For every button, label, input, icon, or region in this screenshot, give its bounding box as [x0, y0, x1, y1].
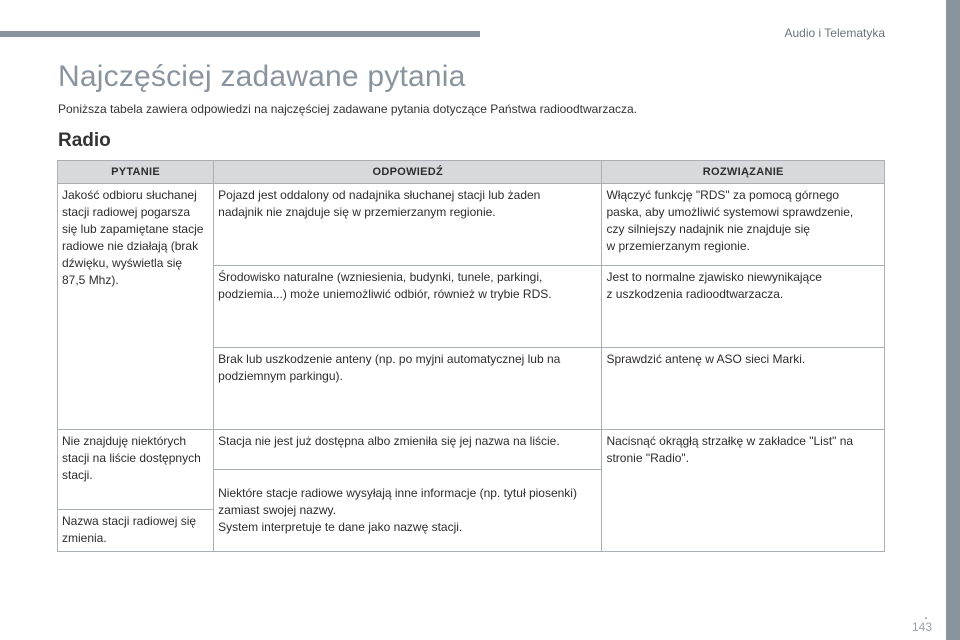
- top-accent-bar: [0, 31, 480, 37]
- answer-cell: Stacja nie jest już dostępna albo zmieniła się jej nazwa na liście.: [214, 430, 602, 470]
- question-cell: Nie znajduję niektórych stacji na liście dostępnych stacji.: [58, 430, 214, 510]
- answer-cell: Niektóre stacje radiowe wysyłają inne informacje (np. tytuł piosenki) zamiast swojej nazwy. System interpretuje te dane jako nazwę stacji.: [214, 470, 602, 552]
- answer-cell: Brak lub uszkodzenie anteny (np. po myjni automatycznej lub na podziemnym parkingu).: [214, 348, 602, 430]
- page-number: 143: [912, 620, 933, 634]
- solution-cell: Nacisnąć okrągłą strzałkę w zakładce "List" na stronie "Radio".: [602, 430, 885, 552]
- table-row: [58, 184, 885, 266]
- page-title: Najczęściej zadawane pytania: [58, 60, 466, 93]
- faq-table: [57, 160, 885, 552]
- header-solution: ROZWIĄZANIE: [602, 161, 885, 184]
- side-accent-strip: [946, 0, 960, 640]
- question-cell: Jakość odbioru słuchanej stacji radiowej pogarsza się lub zapamiętane stacje radiowe nie działają (brak dźwięku, wyświetla się 87,5 Mhz).: [58, 184, 214, 430]
- section-label: Audio i Telematyka: [784, 26, 885, 40]
- question-cell: Nazwa stacji radiowej się zmienia.: [58, 510, 214, 552]
- page-dot: .: [924, 606, 928, 622]
- answer-cell: Środowisko naturalne (wzniesienia, budynki, tunele, parkingi, podziemia...) może uniemożliwić odbiór, również w trybie RDS.: [214, 266, 602, 348]
- table-row: [58, 430, 885, 470]
- section-title: Radio: [58, 130, 111, 151]
- solution-cell: Sprawdzić antenę w ASO sieci Marki.: [602, 348, 885, 430]
- header-question: PYTANIE: [58, 161, 214, 184]
- header-answer: ODPOWIEDŹ: [214, 161, 602, 184]
- table-header-row: [58, 161, 885, 184]
- solution-cell: Jest to normalne zjawisko niewynikające z uszkodzenia radioodtwarzacza.: [602, 266, 885, 348]
- solution-cell: Włączyć funkcję "RDS" za pomocą górnego paska, aby umożliwić systemowi sprawdzenie, czy silniejszy nadajnik nie znajduje się w przemierzanym regionie.: [602, 184, 885, 266]
- intro-text: Poniższa tabela zawiera odpowiedzi na najczęściej zadawane pytania dotyczące Państwa radioodtwarzacza.: [58, 102, 637, 116]
- answer-cell: Pojazd jest oddalony od nadajnika słuchanej stacji lub żaden nadajnik nie znajduje się w przemierzanym regionie.: [214, 184, 602, 266]
